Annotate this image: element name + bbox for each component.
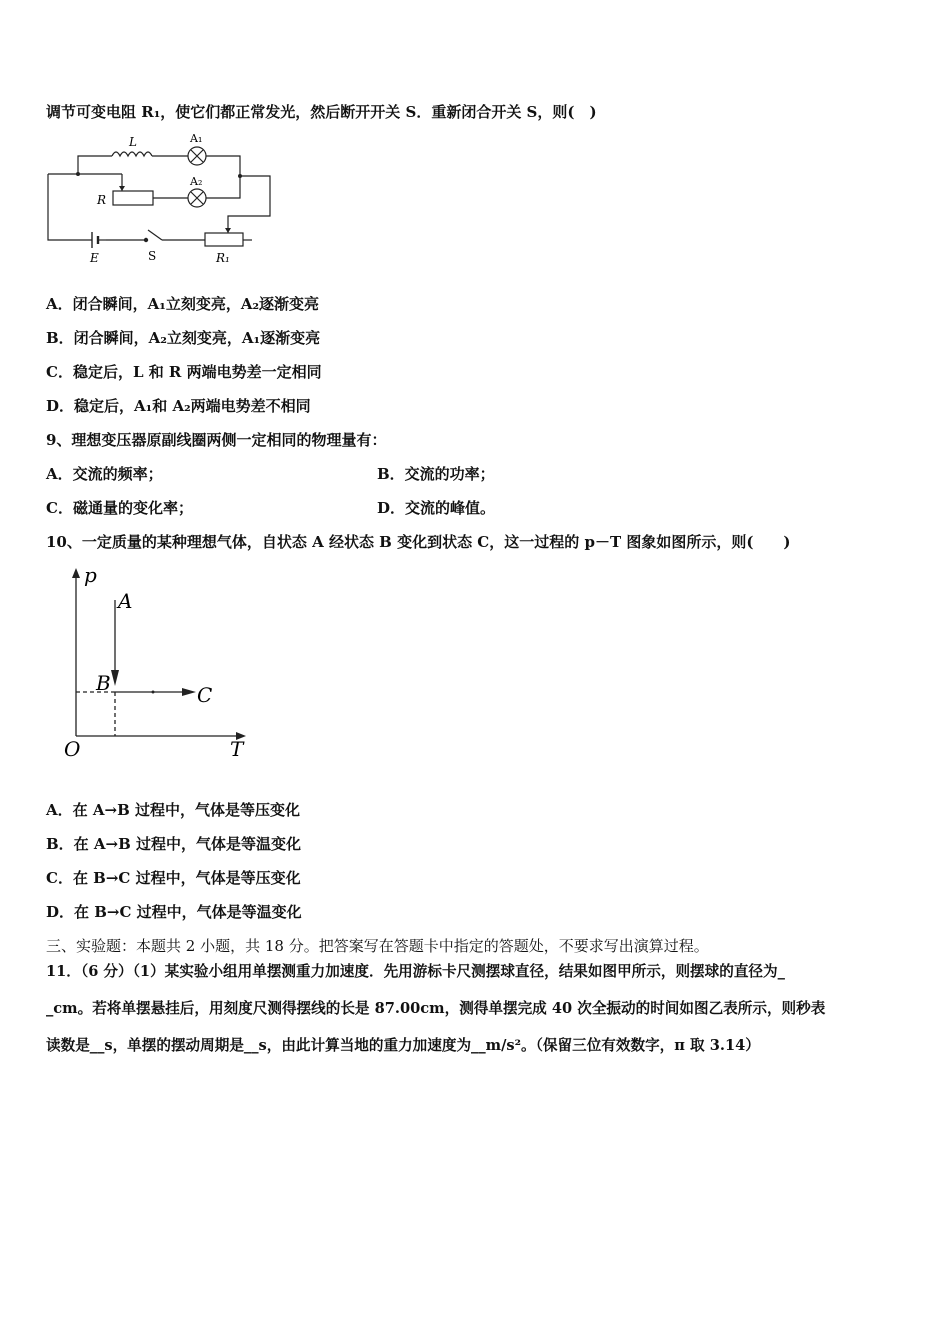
circuit-diagram xyxy=(40,130,280,270)
label-r1: R₁ xyxy=(216,251,230,265)
left-wire xyxy=(48,174,92,240)
label-state-b: B xyxy=(96,671,111,695)
switch-s xyxy=(148,230,162,240)
label-l: L xyxy=(129,135,137,149)
q11-line3: 读数是__s，单摆的摆动周期是__s，由此计算当地的重力加速度为__m/s²。（保留三位有效数字，π 取 3.14） xyxy=(46,1037,760,1054)
label-p: p xyxy=(84,563,97,587)
q11-line1: 11．（6 分）（1）某实验小组用单摆测重力加速度．先用游标卡尺测摆球直径，结果如图甲所示，则摆球的直径为_ xyxy=(46,963,785,980)
q10-option-c: C．在 B→C 过程中，气体是等压变化 xyxy=(46,869,301,887)
pt-graph xyxy=(56,562,256,762)
q9-option-b: B．交流的功率； xyxy=(377,465,495,483)
q8-option-c: C．稳定后，L 和 R 两端电势差一定相同 xyxy=(46,363,322,381)
q9-option-a: A．交流的频率； xyxy=(46,465,163,483)
q8-option-a: A．闭合瞬间，A₁立刻变亮，A₂逐渐变亮 xyxy=(46,295,320,313)
inductor-coil xyxy=(112,152,152,156)
label-a1: A₁ xyxy=(190,132,203,145)
label-r: R xyxy=(97,193,107,207)
q10-option-d: D．在 B→C 过程中，气体是等温变化 xyxy=(46,903,302,921)
q8-option-d: D．稳定后，A₁和 A₂两端电势差不相同 xyxy=(46,397,311,415)
p-axis-arrow xyxy=(72,568,80,578)
q8-intro: 调节可变电阻 R₁，使它们都正常发光，然后断开开关 S．重新闭合开关 S，则( ) xyxy=(46,103,597,121)
resistor-r1 xyxy=(205,233,243,246)
top-left-wire xyxy=(78,156,112,174)
q9-stem: 9、理想变压器原副线圈两侧一定相同的物理量有： xyxy=(46,431,387,449)
label-origin: O xyxy=(64,737,81,761)
q10-option-a: A．在 A→B 过程中，气体是等压变化 xyxy=(46,801,300,819)
bc-arrow xyxy=(182,688,196,696)
label-state-a: A xyxy=(118,589,133,613)
q11-line2: _cm。若将单摆悬挂后，用刻度尺测得摆线的长是 87.00cm，测得单摆完成 40 次全振动的时间如图乙表所示，则秒表 xyxy=(46,1000,826,1017)
q10-stem: 10、一定质量的某种理想气体，自状态 A 经状态 B 变化到状态 C，这一过程的 p－T 图象如图所示，则( ) xyxy=(46,533,791,551)
resistor-r xyxy=(113,191,153,205)
q8-option-b: B．闭合瞬间，A₂立刻变亮，A₁逐渐变亮 xyxy=(46,329,321,347)
label-s: S xyxy=(148,249,157,263)
section3-heading: 三、实验题：本题共 2 小题，共 18 分。把答案写在答题卡中指定的答题处，不要求写出演算过程。 xyxy=(46,937,709,955)
q9-option-c: C．磁通量的变化率； xyxy=(46,499,193,517)
label-t: T xyxy=(230,737,244,761)
label-e: E xyxy=(90,251,99,265)
ab-arrow xyxy=(111,670,119,686)
q10-option-b: B．在 A→B 过程中，气体是等温变化 xyxy=(46,835,302,853)
q9-option-d: D．交流的峰值。 xyxy=(377,499,496,517)
label-a2: A₂ xyxy=(190,175,203,188)
label-state-c: C xyxy=(197,683,213,707)
